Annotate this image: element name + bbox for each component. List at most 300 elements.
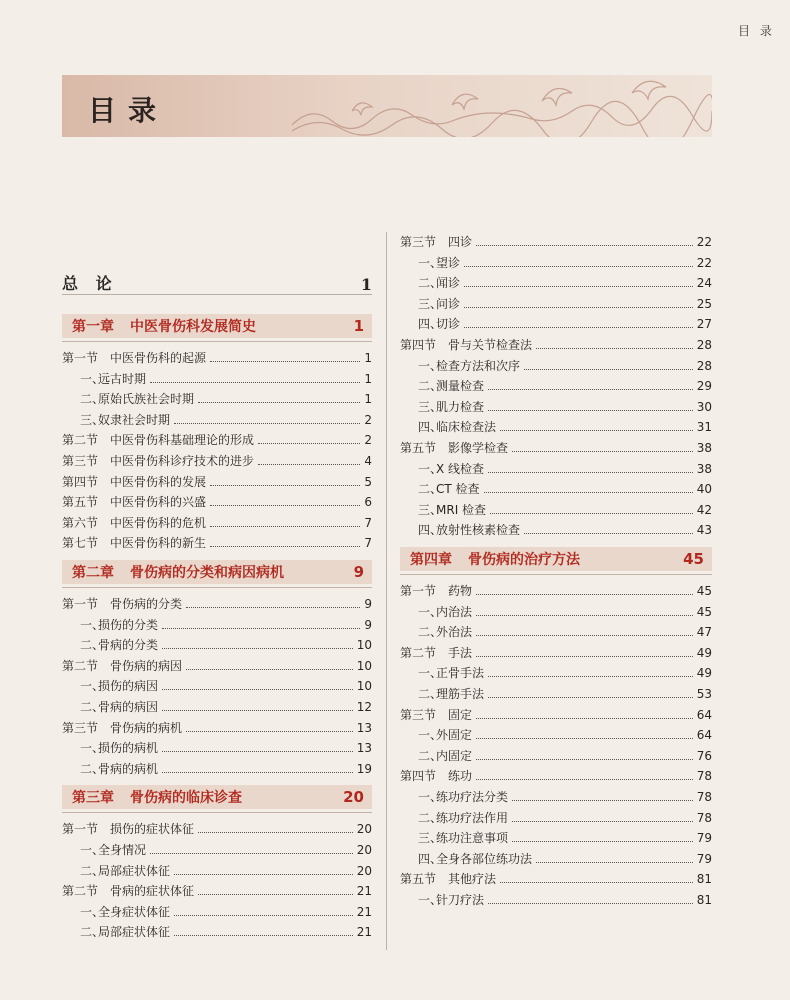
entry-page: 43: [696, 523, 712, 538]
entry-title: 练功: [448, 769, 473, 784]
section-entry[interactable]: [62, 348, 372, 366]
entry-page: 45: [696, 584, 712, 598]
entry-title: 练功注意事项: [436, 831, 509, 846]
subsection-entry[interactable]: [400, 622, 712, 640]
wave-decoration: [292, 75, 712, 137]
entry-number: 第一节: [62, 597, 99, 611]
entry-label: [400, 810, 508, 826]
subsection-entry[interactable]: [62, 861, 372, 879]
entry-page: 22: [696, 255, 712, 270]
entry-title: 骨病的病机: [98, 761, 159, 776]
section-entry[interactable]: [62, 881, 372, 899]
entry-title: 骨伤病的病因: [110, 658, 183, 673]
entry-label: [400, 851, 532, 867]
entry-page: 64: [696, 707, 712, 722]
dot-leader: [174, 935, 353, 936]
entry-label: [62, 658, 182, 674]
subsection-entry[interactable]: [400, 397, 712, 415]
dot-leader: [476, 738, 693, 739]
entry-page: 9: [364, 597, 372, 611]
entry-page: 81: [696, 893, 712, 907]
subsection-entry[interactable]: [400, 479, 712, 497]
entry-label: [62, 883, 194, 899]
subsection-entry[interactable]: [400, 500, 712, 518]
entry-title: 中医骨伤科的起源: [110, 351, 207, 365]
entry-number: 四、: [418, 851, 443, 866]
subsection-entry[interactable]: [400, 273, 712, 291]
entry-number: 四、: [418, 317, 443, 332]
part-title: 总 论: [62, 274, 118, 293]
subsection-entry[interactable]: [400, 725, 712, 743]
section-entry[interactable]: [400, 335, 712, 353]
entry-number: 第四节: [400, 338, 437, 352]
entry-page: 79: [696, 851, 712, 866]
entry-label: [62, 535, 206, 551]
dot-leader: [512, 800, 693, 801]
entry-page: 1: [364, 392, 372, 407]
section-entry[interactable]: [62, 533, 372, 551]
dot-leader: [162, 710, 353, 711]
dot-leader: [476, 635, 693, 636]
entry-label: [400, 727, 472, 743]
entry-page: 13: [356, 720, 372, 735]
dot-leader: [484, 492, 693, 493]
dot-leader: [524, 533, 693, 534]
entry-number: 二、: [80, 925, 105, 940]
chapter-page: 45: [683, 550, 704, 568]
entry-label: [62, 453, 254, 469]
dot-leader: [476, 245, 693, 246]
entry-title: 中医骨伤科的危机: [110, 515, 207, 530]
entry-number: 第四节: [400, 769, 437, 784]
entry-page: 20: [356, 863, 372, 878]
subsection-entry[interactable]: [400, 890, 712, 908]
entry-page: 81: [696, 872, 712, 887]
entry-number: 第六节: [62, 515, 99, 530]
subsection-entry[interactable]: [400, 253, 712, 271]
entry-number: 一、: [80, 741, 105, 756]
entry-page: 78: [696, 790, 712, 804]
entry-number: 第三节: [62, 454, 99, 468]
entry-number: 第五节: [400, 441, 437, 455]
entry-label: [62, 740, 158, 756]
section-entry[interactable]: [62, 656, 372, 674]
dot-leader: [210, 546, 360, 547]
section-entry[interactable]: [62, 472, 372, 490]
entry-number: 一、: [418, 893, 443, 907]
entry-title: CT 检查: [436, 482, 480, 497]
entry-page: 19: [356, 761, 372, 776]
entry-number: 第五节: [400, 872, 437, 887]
subsection-entry[interactable]: [400, 828, 712, 846]
chapter-heading[interactable]: [62, 560, 372, 584]
entry-number: 第一节: [62, 822, 99, 837]
subsection-entry[interactable]: [62, 369, 372, 387]
entry-title: 损伤的病因: [98, 679, 159, 694]
entry-number: 第二节: [400, 645, 437, 660]
dot-leader: [464, 307, 693, 308]
dot-leader: [174, 423, 360, 424]
section-entry[interactable]: [400, 438, 712, 456]
entry-label: [62, 637, 158, 653]
entry-number: 二、: [418, 276, 443, 291]
dot-leader: [464, 327, 693, 328]
section-entry[interactable]: [62, 718, 372, 736]
entry-title: 骨伤病的病机: [110, 720, 183, 735]
subsection-entry[interactable]: [400, 356, 712, 374]
entry-label: [62, 432, 254, 448]
entry-number: 一、: [418, 461, 443, 476]
dot-leader: [258, 464, 360, 465]
entry-title: X 线检查: [436, 461, 485, 476]
dot-leader: [500, 882, 693, 883]
entry-label: [400, 316, 460, 332]
entry-label: [62, 678, 158, 694]
chapter-heading[interactable]: [62, 785, 372, 809]
entry-page: 21: [356, 925, 372, 940]
entry-label: [400, 522, 520, 538]
entry-number: 二、: [80, 392, 105, 407]
entry-label: [400, 440, 508, 456]
subsection-entry[interactable]: [400, 294, 712, 312]
subsection-entry[interactable]: [62, 389, 372, 407]
dot-leader: [512, 451, 693, 452]
entry-page: 25: [696, 296, 712, 311]
subsection-entry[interactable]: [62, 759, 372, 777]
chapter-page: 20: [343, 788, 364, 807]
entry-number: 二、: [418, 687, 443, 701]
dot-leader: [512, 821, 693, 822]
dot-leader: [476, 718, 693, 719]
entry-number: 二、: [418, 748, 443, 763]
entry-number: 四、: [418, 523, 443, 538]
entry-title: 骨伤病的分类: [110, 597, 183, 611]
entry-page: 38: [696, 441, 712, 455]
part-heading[interactable]: [62, 268, 372, 295]
entry-number: 一、: [418, 604, 443, 619]
entry-page: 28: [696, 358, 712, 373]
entry-label: [400, 275, 460, 291]
entry-title: 局部症状体征: [98, 863, 171, 878]
entry-page: 49: [696, 666, 712, 681]
section-entry[interactable]: [400, 643, 712, 661]
entry-page: 79: [696, 831, 712, 846]
entry-label: [400, 399, 484, 415]
dot-leader: [162, 648, 353, 649]
entry-number: 第三节: [400, 235, 437, 249]
chapter-heading[interactable]: [400, 547, 712, 571]
section-entry[interactable]: [62, 492, 372, 510]
entry-number: 一、: [418, 358, 443, 373]
entry-number: 第三节: [62, 720, 99, 735]
entry-label: [62, 350, 206, 366]
entry-label: [400, 830, 508, 846]
entry-title: 其他疗法: [448, 872, 497, 887]
entry-number: 第五节: [62, 495, 99, 510]
entry-page: 47: [696, 625, 712, 640]
column-divider: [386, 232, 387, 950]
entry-number: 第二节: [62, 884, 99, 899]
dot-leader: [198, 894, 353, 895]
subsection-entry[interactable]: [62, 615, 372, 633]
entry-title: 骨病的分类: [98, 638, 159, 653]
entry-title: 全身症状体征: [98, 904, 171, 919]
entry-title: 影像学检查: [448, 441, 509, 455]
subsection-entry[interactable]: [62, 697, 372, 715]
subsection-entry[interactable]: [400, 808, 712, 826]
section-entry[interactable]: [62, 451, 372, 469]
entry-page: 42: [696, 502, 712, 517]
chapter-number: 第一章: [72, 319, 114, 335]
entry-number: 二、: [80, 700, 105, 714]
subsection-entry[interactable]: [400, 314, 712, 332]
entry-label: [62, 904, 170, 920]
section-entry[interactable]: [400, 705, 712, 723]
entry-page: 27: [696, 317, 712, 332]
entry-label: [400, 419, 496, 435]
entry-title: 骨病的病因: [98, 700, 159, 714]
entry-title: 问诊: [436, 296, 461, 311]
dot-leader: [512, 841, 693, 842]
entry-page: 40: [696, 482, 712, 497]
section-entry[interactable]: [62, 819, 372, 837]
dot-leader: [186, 669, 353, 670]
dot-leader: [210, 485, 360, 486]
subsection-entry[interactable]: [400, 849, 712, 867]
entry-page: 2: [364, 412, 372, 427]
dot-leader: [488, 389, 693, 390]
entry-page: 10: [356, 638, 372, 653]
chapter-number: 第四章: [410, 552, 452, 568]
dot-leader: [150, 853, 353, 854]
entry-page: 1: [364, 371, 372, 386]
entry-title: 药物: [448, 584, 473, 598]
entry-label: [62, 842, 146, 858]
entry-page: 30: [696, 399, 712, 414]
entry-title: 中医骨伤科的新生: [110, 536, 207, 551]
entry-number: 二、: [418, 625, 443, 640]
entry-title: 固定: [448, 707, 473, 722]
entry-label: [400, 255, 460, 271]
entry-title: 检查方法和次序: [436, 358, 521, 373]
entry-title: 全身各部位练功法: [436, 851, 533, 866]
entry-label: [62, 515, 206, 531]
entry-title: 正骨手法: [436, 666, 485, 681]
entry-label: [400, 378, 484, 394]
entry-label: [400, 768, 472, 784]
entry-page: 21: [356, 884, 372, 899]
dot-leader: [476, 759, 693, 760]
entry-title: 肌力检查: [436, 399, 485, 414]
dot-leader: [488, 903, 693, 904]
entry-label: [62, 494, 206, 510]
entry-page: 20: [356, 843, 372, 857]
entry-label: [400, 624, 472, 640]
subsection-entry[interactable]: [400, 459, 712, 477]
subsection-entry[interactable]: [400, 376, 712, 394]
chapter-title: 骨伤病的治疗方法: [468, 552, 580, 568]
dot-leader: [476, 594, 693, 595]
entry-title: 损伤的分类: [98, 617, 159, 632]
entry-title: 手法: [448, 645, 473, 660]
dot-leader: [150, 382, 360, 383]
section-entry[interactable]: [400, 232, 712, 250]
subsection-entry[interactable]: [62, 840, 372, 858]
entry-page: 4: [364, 454, 372, 468]
entry-label: [62, 617, 158, 633]
entry-title: MRI 检查: [436, 502, 487, 517]
dot-leader: [210, 505, 360, 506]
chapter-page: 9: [353, 563, 364, 581]
dot-leader: [536, 862, 693, 863]
entry-page: 28: [696, 338, 712, 352]
entry-title: 远古时期: [98, 371, 147, 386]
section-entry[interactable]: [62, 594, 372, 612]
entry-label: [62, 391, 194, 407]
entry-number: 四、: [418, 420, 443, 435]
entry-page: 76: [696, 748, 712, 763]
entry-number: 第一节: [62, 351, 99, 365]
entry-label: [62, 699, 158, 715]
dot-leader: [524, 369, 693, 370]
subsection-entry[interactable]: [400, 417, 712, 435]
dot-leader: [186, 607, 360, 608]
entry-label: [400, 645, 472, 661]
entry-title: 四诊: [448, 235, 473, 249]
entry-title: 闻诊: [436, 276, 461, 291]
section-entry[interactable]: [400, 581, 712, 599]
entry-page: 10: [356, 658, 372, 673]
entry-page: 22: [696, 235, 712, 249]
dot-leader: [488, 472, 693, 473]
entry-title: 中医骨伤科的发展: [110, 474, 207, 489]
subsection-entry[interactable]: [62, 410, 372, 428]
dot-leader: [198, 832, 353, 833]
subsection-entry[interactable]: [62, 902, 372, 920]
toc-title: 目录: [88, 94, 169, 127]
toc-banner: [62, 75, 712, 137]
entry-title: 切诊: [436, 317, 461, 332]
entry-number: 第四节: [62, 474, 99, 489]
subsection-entry[interactable]: [400, 663, 712, 681]
entry-number: 一、: [418, 666, 443, 681]
entry-label: [62, 761, 158, 777]
entry-page: 20: [356, 822, 372, 837]
running-head: 目 录: [738, 24, 775, 38]
entry-label: [400, 789, 508, 805]
section-entry[interactable]: [400, 766, 712, 784]
dot-leader: [464, 266, 693, 267]
entry-title: 损伤的症状体征: [110, 822, 195, 837]
chapter-title: 骨伤病的分类和病因病机: [130, 565, 284, 581]
entry-title: 损伤的病机: [98, 741, 159, 756]
subsection-entry[interactable]: [62, 738, 372, 756]
subsection-entry[interactable]: [400, 602, 712, 620]
dot-leader: [162, 689, 353, 690]
subsection-entry[interactable]: [400, 520, 712, 538]
entry-page: 24: [696, 276, 712, 291]
entry-label: [62, 596, 182, 612]
entry-page: 78: [696, 810, 712, 825]
dot-leader: [162, 628, 360, 629]
subsection-entry[interactable]: [62, 676, 372, 694]
entry-title: 内固定: [436, 748, 473, 763]
entry-number: 三、: [418, 296, 443, 311]
entry-label: [62, 821, 194, 837]
entry-page: 45: [696, 604, 712, 619]
entry-title: 原始氏族社会时期: [98, 392, 195, 407]
entry-page: 12: [356, 700, 372, 714]
entry-page: 1: [364, 351, 372, 365]
subsection-entry[interactable]: [62, 922, 372, 940]
entry-label: [400, 604, 472, 620]
entry-title: 望诊: [436, 255, 461, 270]
entry-number: 三、: [418, 399, 443, 414]
chapter-number: 第二章: [72, 565, 114, 581]
dot-leader: [464, 286, 693, 287]
entry-number: 一、: [418, 728, 443, 743]
entry-label: [62, 863, 170, 879]
subsection-entry[interactable]: [400, 787, 712, 805]
entry-page: 7: [364, 515, 372, 530]
entry-label: [400, 686, 484, 702]
section-entry[interactable]: [62, 513, 372, 531]
entry-label: [62, 371, 146, 387]
entry-page: 31: [696, 420, 712, 435]
dot-leader: [488, 697, 693, 698]
entry-label: [400, 748, 472, 764]
section-entry[interactable]: [62, 430, 372, 448]
entry-title: 外治法: [436, 625, 473, 640]
subsection-entry[interactable]: [62, 635, 372, 653]
chapter-title: 骨伤病的临床诊查: [130, 790, 242, 807]
entry-number: 三、: [418, 502, 443, 517]
entry-label: [62, 412, 170, 428]
entry-number: 第三节: [400, 707, 437, 722]
chapter-heading[interactable]: [62, 314, 372, 338]
entry-page: 13: [356, 741, 372, 756]
entry-number: 第七节: [62, 536, 99, 551]
dot-leader: [258, 443, 360, 444]
entry-number: 三、: [80, 412, 105, 427]
subsection-entry[interactable]: [400, 684, 712, 702]
entry-label: [400, 707, 472, 723]
dot-leader: [210, 526, 360, 527]
entry-number: 二、: [80, 638, 105, 653]
section-entry[interactable]: [400, 869, 712, 887]
entry-title: 局部症状体征: [98, 925, 171, 940]
entry-number: 一、: [80, 371, 105, 386]
entry-label: [400, 665, 484, 681]
entry-number: 一、: [418, 255, 443, 270]
entry-label: [62, 474, 206, 490]
entry-page: 78: [696, 769, 712, 784]
entry-label: [400, 481, 480, 497]
entry-number: 第二节: [62, 433, 99, 448]
entry-label: [400, 234, 472, 250]
entry-title: 放射性核素检查: [436, 523, 521, 538]
subsection-entry[interactable]: [400, 746, 712, 764]
dot-leader: [476, 779, 693, 780]
entry-page: 6: [364, 495, 372, 510]
dot-leader: [490, 513, 693, 514]
dot-leader: [198, 402, 360, 403]
entry-number: 一、: [80, 617, 105, 632]
dot-leader: [488, 410, 693, 411]
entry-label: [400, 583, 472, 599]
entry-label: [400, 358, 520, 374]
entry-title: 外固定: [436, 728, 473, 743]
